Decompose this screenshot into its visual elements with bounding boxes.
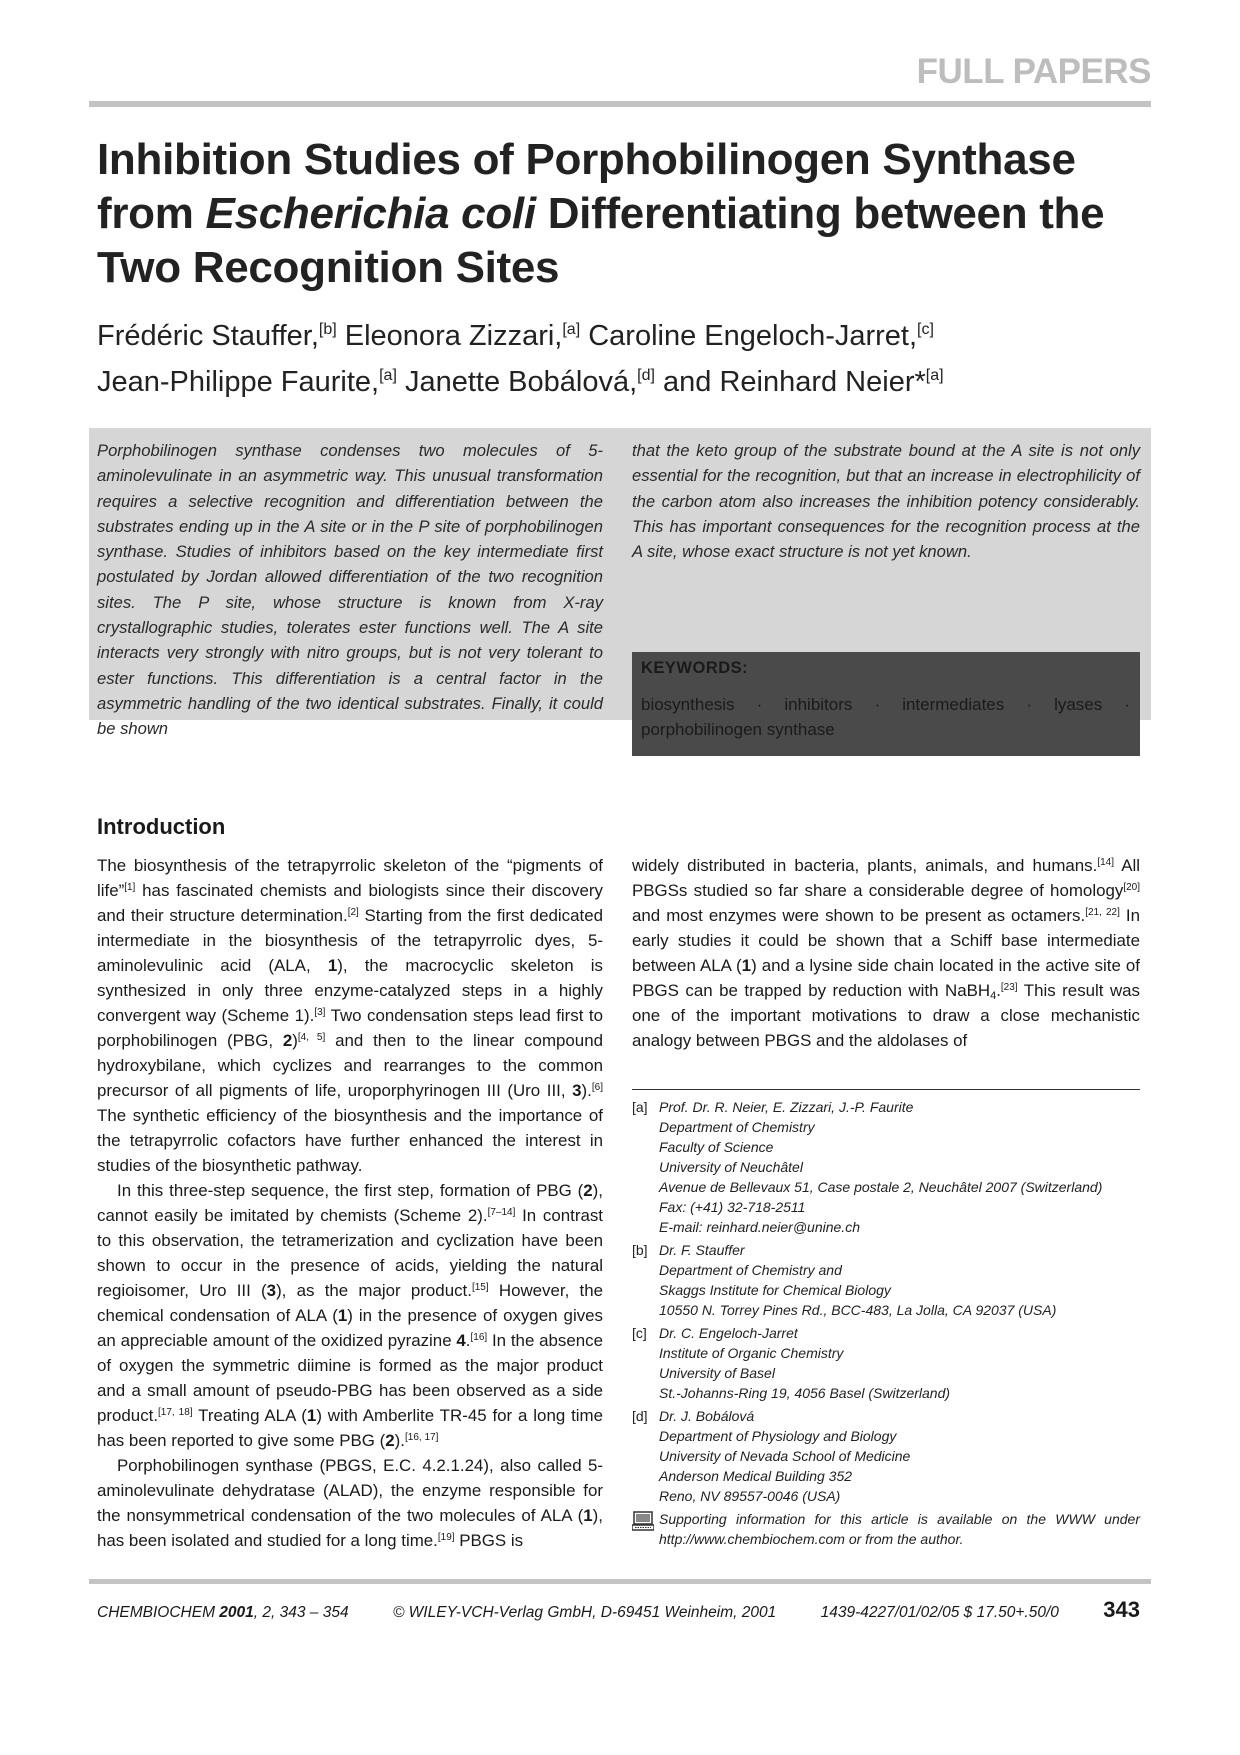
citation: [23] [1000, 982, 1018, 993]
paragraph: Porphobilinogen synthase (PBGS, E.C. 4.2.1.24), also called 5-aminolevulinate dehydratase (ALAD), the enzyme responsible for the nonsymmetrical condensation of the two molecules of ALA (1), has been isolated and studied for a long time.[19] PBGS is [97, 1456, 603, 1550]
footnote-mark: [b] [632, 1242, 648, 1258]
citation: [19] [437, 1532, 455, 1543]
footnote-line: Skaggs Institute for Chemical Biology [659, 1282, 891, 1298]
author-affiliation: [c] [917, 321, 934, 338]
footnote-line: Fax: (+41) 32-718-2511 [659, 1199, 806, 1215]
paragraph: widely distributed in bacteria, plants, animals, and humans.[14] All PBGSs studied so far share a considerable degree of homology[20] and most enzymes were shown to be present as octamers.[21, 22] In early studies it could be shown that a Schiff base intermediate between ALA (1) and a lysine side chain located in the active site of PBGS can be trapped by reduction with NaBH$_4$.[23] This result was one of the important motivations to draw a close mechanistic analogy between PBGS and the aldolases of [632, 856, 1140, 1050]
footnote-line: Department of Chemistry and [659, 1262, 842, 1278]
paragraph: The biosynthesis of the tetrapyrrolic skeleton of the “pigments of life”[1] has fascinated chemists and biologists since their discovery and their structure determination.[2] Starting from the first dedicated intermediate in the biosynthesis of the tetrapyrrolic dyes, 5-aminolevulinic acid (ALA, 1), the macrocyclic skeleton is synthesized in only three enzyme-catalyzed steps in a highly convergent way (Scheme 1).[3] Two condensation steps lead first to porphobilinogen (PBG, 2)[4, 5] and then to the linear compound hydroxybilane, which cyclizes and rearranges to the common precursor of all pigments of life, uroporphyrinogen III (Uro III, 3).[6] The synthetic efficiency of the biosynthesis and the importance of the tetrapyrrolic cofactors have further enhanced the interest in studies of the biosynthetic pathway. [97, 856, 603, 1175]
abstract-right-column: that the keto group of the substrate bound at the A site is not only essential for the recognition, but that an increase in electrophilicity of the carbon atom also increases the inhibition potency considerably. This has important consequences for the recognition process at the A site, whose exact structure is not yet known. [632, 441, 1140, 562]
keyword-separator: · [1124, 695, 1130, 714]
title-line-1: Inhibition Studies of Porphobilinogen Synthase [97, 135, 1076, 184]
footnote-mark: [d] [632, 1408, 648, 1424]
compound-number: 1 [741, 956, 752, 975]
keyword-separator: · [756, 695, 763, 714]
compound-number: 4 [456, 1331, 466, 1350]
footer-rule [89, 1579, 1151, 1584]
footnote-line: Dr. F. Stauffer [659, 1242, 745, 1258]
author-affiliation: [d] [637, 367, 655, 384]
footnote-line: Anderson Medical Building 352 [659, 1468, 853, 1484]
abstract-left-column: Porphobilinogen synthase condenses two molecules of 5-aminolevulinate in an asymmetric way. This unusual transformation requires a selective recognition and differentiation between the substrates ending up in the A site or in the P site of porphobilinogen synthase. Studies of inhibitors based on the key intermediate first postulated by Jordan allowed differentiation of the two recognition sites. The P site, whose structure is known from X-ray crystallographic studies, tolerates ester functions well. The A site interacts very strongly with nitro groups, but is not very tolerant to ester functions. This differentiation is a central factor in the asymmetric handling of the two identical substrates. Finally, it could be shown [97, 441, 603, 739]
footnote-line: Faculty of Science [659, 1139, 774, 1155]
citation: [17, 18] [158, 1407, 193, 1418]
footnote-line: University of Basel [659, 1365, 775, 1381]
compound-number: 2 [385, 1431, 395, 1450]
footnote [632, 1323, 1140, 1403]
footnote-line: Avenue de Bellevaux 51, Case postale 2, Neuchâtel 2007 (Switzerland) [659, 1179, 1103, 1195]
footnote-line: Dr. J. Bobálová [659, 1408, 755, 1424]
supporting-info-text: Supporting information for this article is available on the WWW under http://www.chembiochem.com or from the author. [659, 1511, 1140, 1547]
footnote-mark: [c] [632, 1325, 647, 1341]
keyword-separator: · [1026, 695, 1032, 714]
compound-number: 3 [572, 1081, 582, 1100]
keyword: inhibitors [784, 695, 853, 714]
author-list [97, 310, 1157, 402]
footnote-line: E-mail: reinhard.neier@unine.ch [659, 1219, 860, 1235]
footnote-line: University of Nevada School of Medicine [659, 1448, 911, 1464]
publisher-line: © WILEY-VCH-Verlag GmbH, D-69451 Weinheim, 2001 [392, 1604, 777, 1621]
citation: [20] [1123, 882, 1140, 893]
keyword: biosynthesis [641, 695, 735, 714]
supporting-info-note [632, 1509, 1140, 1549]
article-title [97, 133, 1177, 295]
citation: [7–14] [487, 1207, 516, 1218]
journal-year: 2001 [219, 1604, 254, 1621]
compound-number: 2 [282, 1031, 293, 1050]
footnote-line: 10550 N. Torrey Pines Rd., BCC-483, La Jolla, CA 92037 (USA) [659, 1302, 1057, 1318]
title-line-3: Two Recognition Sites [97, 243, 560, 292]
keywords-row [641, 693, 1130, 717]
footnote [632, 1097, 1140, 1237]
computer-icon [632, 1509, 659, 1549]
footnote-line: University of Neuchâtel [659, 1159, 803, 1175]
keyword: porphobilinogen synthase [641, 720, 835, 739]
compound-number: 3 [266, 1281, 277, 1300]
citation: [16, 17] [404, 1432, 439, 1443]
footnote [632, 1406, 1140, 1506]
author-affiliation: [a] [925, 367, 944, 384]
compound-number: 2 [583, 1181, 593, 1200]
citation: [4, 5] [297, 1032, 326, 1043]
author-name: Jean-Philippe Faurite, [97, 366, 380, 398]
citation: [21, 22] [1085, 907, 1120, 918]
author-affiliation: [b] [318, 321, 337, 338]
header-rule [89, 101, 1151, 107]
author-name: Janette Bobálová, [404, 366, 638, 398]
citation: [1] [124, 882, 136, 893]
keyword-separator: · [874, 695, 881, 714]
keyword: lyases [1054, 695, 1103, 714]
author-name: Eleonora Zizzari, [344, 320, 563, 352]
compound-number: 1 [327, 956, 338, 975]
footnote-line: Department of Physiology and Biology [659, 1428, 897, 1444]
author-name: Caroline Engeloch-Jarret, [588, 320, 918, 352]
footnote-mark: [a] [632, 1099, 648, 1115]
citation: [2] [347, 907, 359, 918]
footnote-line: Dr. C. Engeloch-Jarret [659, 1325, 798, 1341]
keywords-label: KEYWORDS: [641, 659, 749, 677]
page-footer [97, 1597, 1140, 1623]
section-heading: Introduction [97, 814, 226, 839]
section-label: FULL PAPERS [916, 52, 1151, 91]
author-name: Frédéric Stauffer, [97, 320, 319, 352]
citation: [14] [1097, 857, 1115, 868]
footnote-rule [632, 1089, 1140, 1090]
footnote-line: Institute of Organic Chemistry [659, 1345, 844, 1361]
subscript: 4 [990, 990, 997, 1002]
page-number: 343 [1103, 1597, 1140, 1622]
affiliation-footnotes [632, 1097, 1140, 1549]
author-name: and Reinhard Neier* [663, 366, 926, 398]
citation-line [97, 1604, 349, 1622]
compound-number: 1 [306, 1406, 317, 1425]
body-right-column [632, 853, 1140, 1053]
footnote-line: Reno, NV 89557-0046 (USA) [659, 1488, 841, 1504]
author-affiliation: [a] [562, 321, 581, 338]
footnote-line: Prof. Dr. R. Neier, E. Zizzari, J.-P. Faurite [659, 1099, 914, 1115]
article-code: 1439-4227/01/02/05 $ 17.50+.50/0 [820, 1604, 1059, 1621]
citation: [3] [314, 1007, 326, 1018]
citation: [6] [591, 1082, 603, 1093]
body-left-column [97, 853, 603, 1553]
title-species: Escherichia coli [205, 189, 536, 238]
footnote [632, 1240, 1140, 1320]
journal-name: CHEMBIOCHEM [97, 1604, 215, 1621]
footnote-line: Department of Chemistry [659, 1119, 815, 1135]
journal-pages: , 2, 343 – 354 [253, 1604, 349, 1621]
title-line-2-pre: from [97, 189, 206, 238]
citation: [16] [470, 1332, 488, 1343]
citation: [15] [471, 1282, 489, 1293]
author-affiliation: [a] [379, 367, 397, 384]
compound-number: 1 [583, 1506, 593, 1525]
paragraph: In this three-step sequence, the first step, formation of PBG (2), cannot easily be imitated by chemists (Scheme 2).[7–14] In contrast to this observation, the tetramerization and cyclization have been shown to occur in the presence of acids, yielding the natural regioisomer, Uro III (3), as the major product.[15] However, the chemical condensation of ALA (1) in the presence of oxygen gives an appreciable amount of the oxidized pyrazine 4.[16] In the absence of oxygen the symmetric diimine is formed as the major product and a small amount of pseudo-PBG has been observed as a side product.[17, 18] Treating ALA (1) with Amberlite TR-45 for a long time has been reported to give some PBG (2).[16, 17] [97, 1181, 604, 1450]
keyword: intermediates [902, 695, 1005, 714]
title-line-2-post: Differentiating between the [535, 189, 1105, 238]
footnote-line: St.-Johanns-Ring 19, 4056 Basel (Switzerland) [659, 1385, 951, 1401]
compound-number: 1 [337, 1306, 348, 1325]
